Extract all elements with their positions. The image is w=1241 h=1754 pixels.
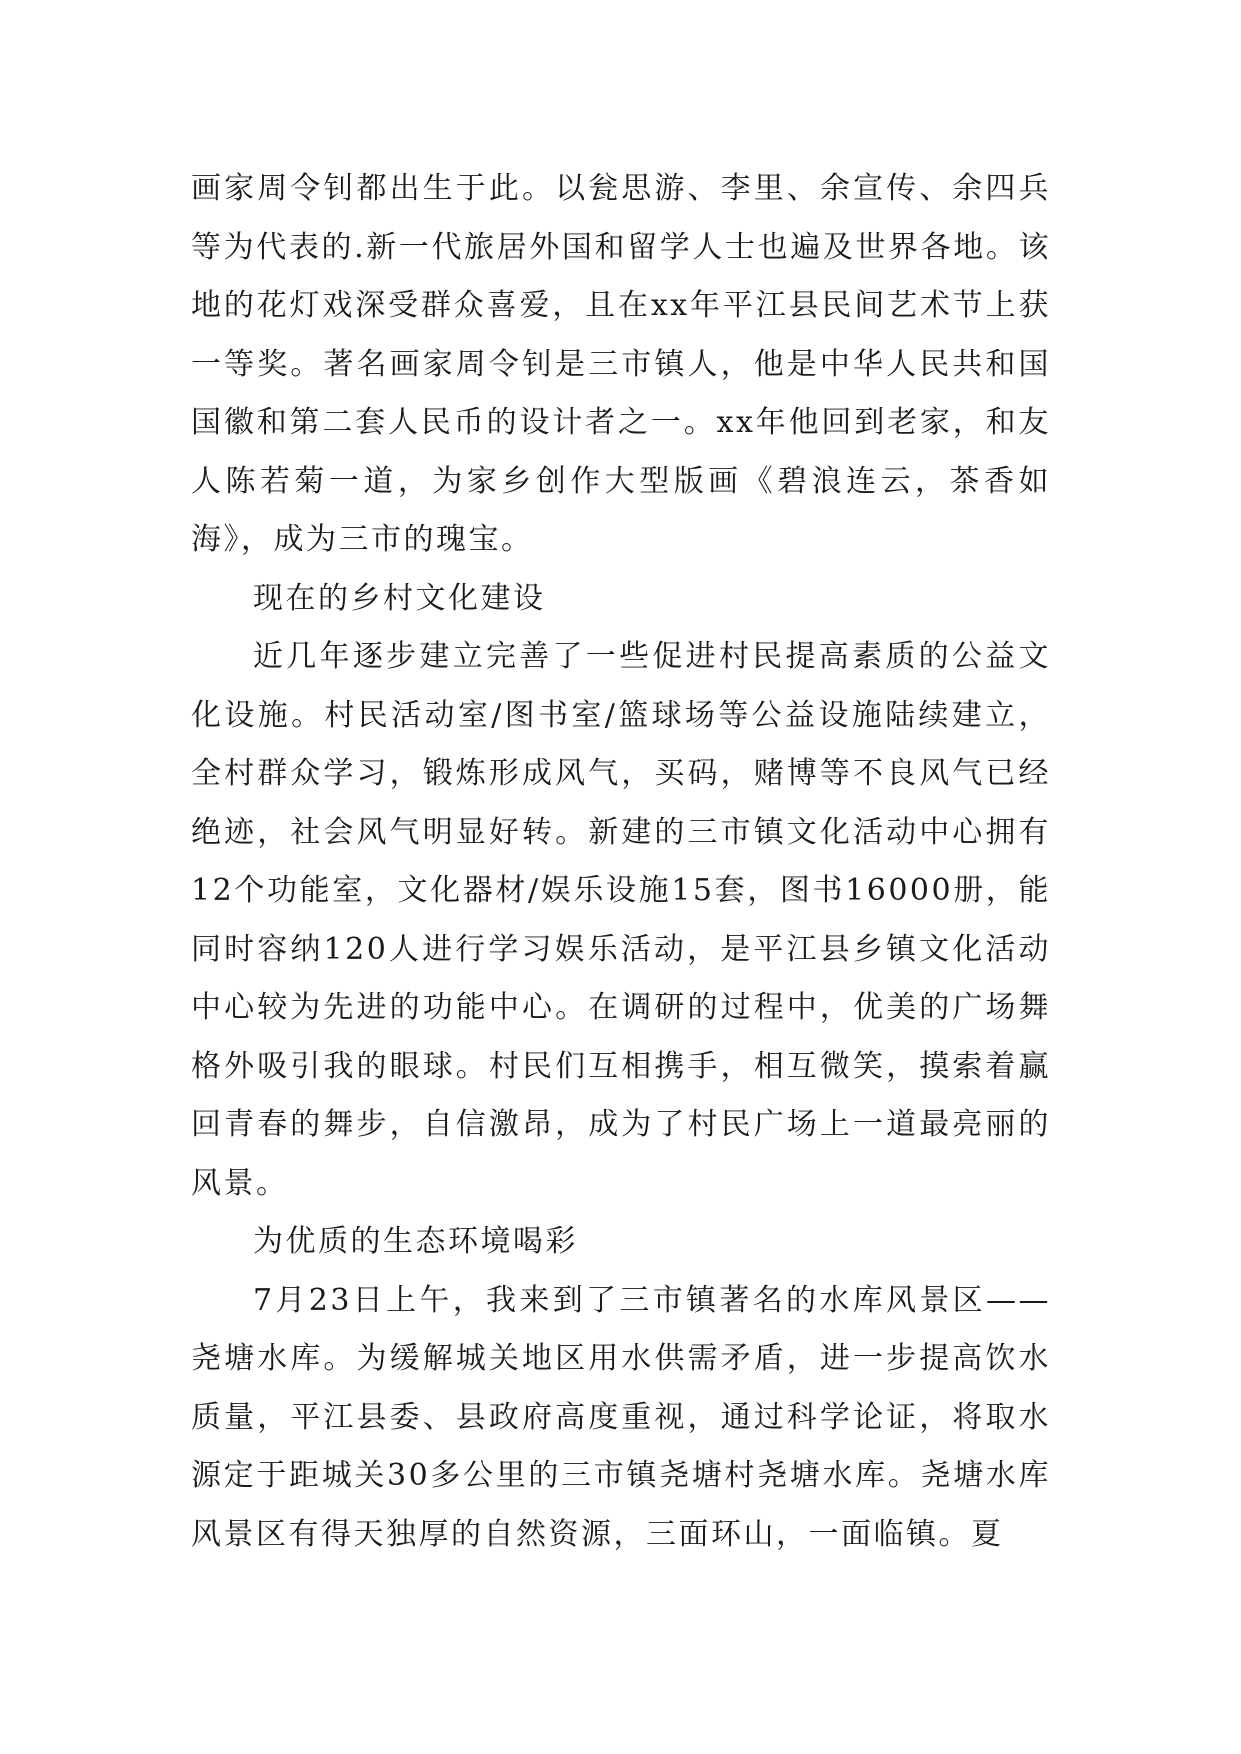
section-heading-ecology: 为优质的生态环境喝彩 [253, 1224, 578, 1259]
document-body [191, 160, 1051, 1564]
paragraph-3: 7月23日上午，我来到了三市镇著名的水库风景区——尧塘水库。为缓解城关地区用水供需矛盾，进一步提高饮水质量，平江县委、县政府高度重视，通过科学论证，将取水源定于距城关30多公里的三市镇尧塘村尧塘水库。尧塘水库风景区有得天独厚的自然资源，三面环山，一面临镇。夏 [191, 1282, 1051, 1552]
paragraph-1: 画家周令钊都出生于此。以瓮思游、李里、余宣传、余四兵等为代表的.新一代旅居外国和留学人士也遍及世界各地。该地的花灯戏深受群众喜爱，且在xx年平江县民间艺术节上获一等奖。著名画家周令钊是三市镇人，他是中华人民共和国国徽和第二套人民币的设计者之一。xx年他回到老家，和友人陈若菊一道，为家乡创作大型版画《碧浪连云，茶香如海》，成为三市的瑰宝。 [191, 171, 1051, 557]
paragraph-2: 近几年逐步建立完善了一些促进村民提高素质的公益文化设施。村民活动室/图书室/篮球场等公益设施陆续建立，全村群众学习，锻炼形成风气，买码，赌博等不良风气已经绝迹，社会风气明显好转。新建的三市镇文化活动中心拥有12个功能室，文化器材/娱乐设施15套，图书16000册，能同时容纳120人进行学习娱乐活动，是平江县乡镇文化活动中心较为先进的功能中心。在调研的过程中，优美的广场舞格外吸引我的眼球。村民们互相携手，相互微笑，摸索着赢回青春的舞步，自信激昂，成为了村民广场上一道最亮丽的风景。 [191, 639, 1051, 1201]
section-heading-rural-culture: 现在的乡村文化建设 [253, 580, 546, 616]
